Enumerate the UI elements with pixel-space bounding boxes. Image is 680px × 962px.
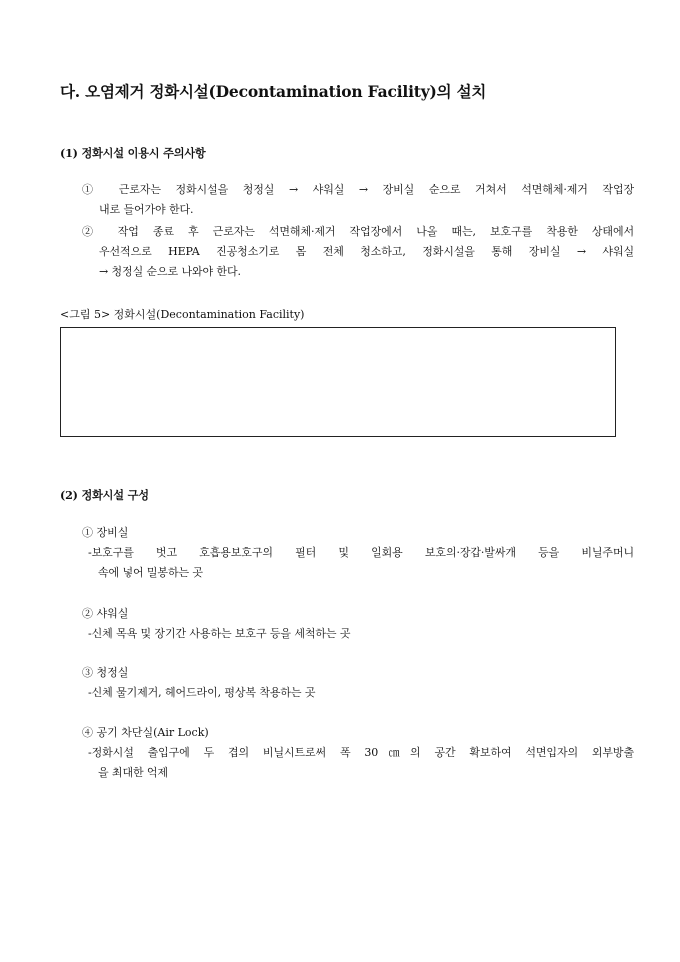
equipment-room-description	[88, 543, 634, 583]
precaution-item-1	[82, 180, 634, 220]
air-lock-desc-line-2: 을 최대한 억제	[98, 766, 168, 779]
equipment-room-desc-line-2: 속에 넣어 밀봉하는 곳	[98, 566, 203, 579]
air-lock-label: ④ 공기 차단실(Air Lock)	[82, 726, 209, 739]
air-lock-description	[88, 743, 634, 783]
shower-room-description: -신체 목욕 및 장기간 사용하는 보호구 등을 세척하는 곳	[88, 627, 351, 640]
figure-placeholder-box	[60, 327, 616, 437]
shower-room-label: ② 샤워실	[82, 607, 129, 620]
clean-room-label: ③ 청정실	[82, 666, 129, 679]
section-1-heading: (1) 정화시설 이용시 주의사항	[60, 146, 206, 160]
precaution-item-1-line-2: 내로 들어가야 한다.	[99, 203, 194, 216]
precaution-item-2	[82, 222, 634, 282]
equipment-room-desc-line-1: -보호구를 벗고 호흡용보호구의 필터 및 일회용 보호의·장갑·발싸개 등을 비닐주머니	[88, 546, 634, 559]
precaution-item-1-line-1: ① 근로자는 정화시설을 청정실 → 샤워실 → 장비실 순으로 거쳐서 석면해체·제거 작업장	[82, 183, 634, 196]
section-2-heading: (2) 정화시설 구성	[60, 488, 149, 502]
clean-room-description: -신체 물기제거, 헤어드라이, 평상복 착용하는 곳	[88, 686, 316, 699]
section-title: 다. 오염제거 정화시설(Decontamination Facility)의 설치	[60, 82, 487, 101]
equipment-room-label: ① 장비실	[82, 526, 129, 539]
precaution-item-2-line-1: ② 작업 종료 후 근로자는 석면해체·제거 작업장에서 나올 때는, 보호구를 착용한 상태에서	[82, 225, 634, 238]
precaution-item-2-line-3: → 청정실 순으로 나와야 한다.	[99, 265, 241, 278]
figure-caption: <그림 5> 정화시설(Decontamination Facility)	[60, 308, 305, 321]
air-lock-desc-line-1: -정화시설 출입구에 두 겹의 비닐시트로써 폭 30㎝의 공간 확보하여 석면입자의 외부방출	[88, 746, 634, 759]
precaution-item-2-line-2: 우선적으로 HEPA 진공청소기로 몸 전체 청소하고, 정화시설을 통해 장비실 → 샤워실	[99, 245, 634, 258]
